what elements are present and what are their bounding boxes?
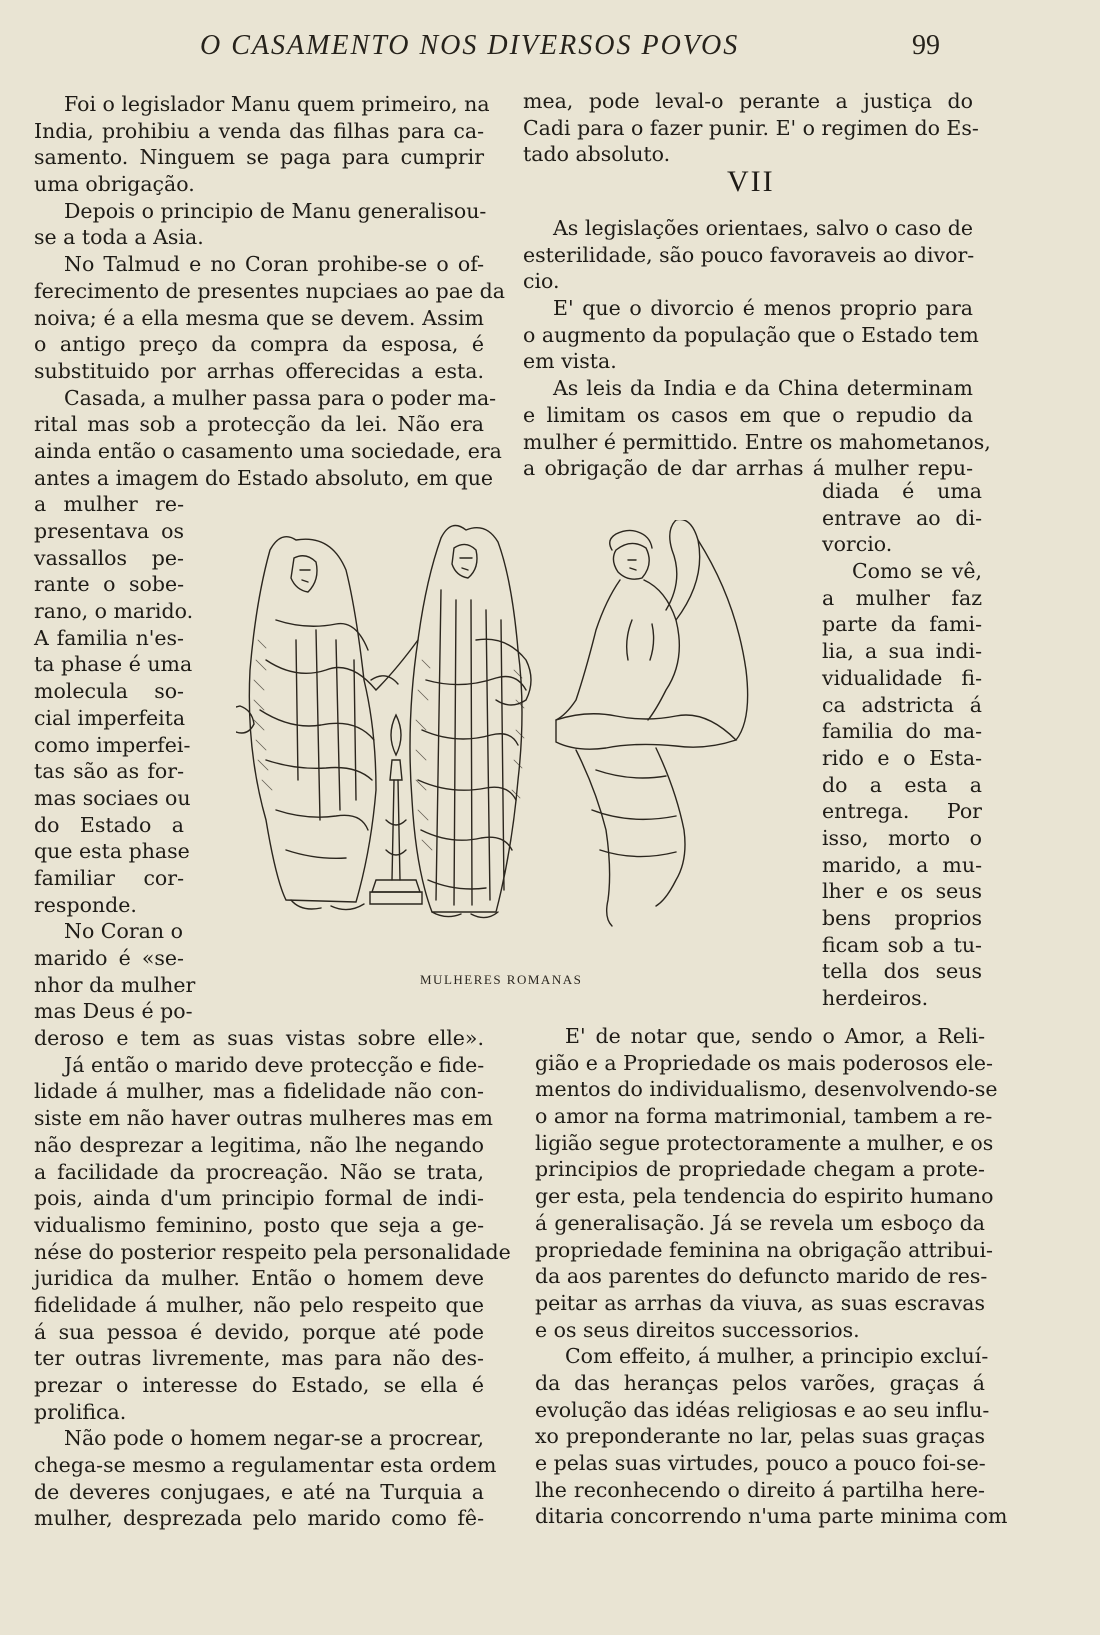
text-line: Depois o principio de Manu generalisou- — [64, 198, 487, 223]
text-line: antes a imagem do Estado absoluto, em que — [34, 465, 494, 490]
text-line: esterilidade, são pouco favoraveis ao divor- — [523, 242, 975, 267]
text-line: mas sociaes ou — [34, 785, 191, 810]
text-line: ta phase é uma — [34, 652, 193, 677]
text-line: mulher é permittido. Entre os mahometanos, — [523, 429, 991, 454]
text-line: a mulher re- — [34, 492, 184, 517]
text-line: a mulher faz — [822, 585, 982, 610]
text-line: samento. Ninguem se paga para cumprir — [34, 145, 484, 170]
text-line: rante o sobe- — [34, 572, 184, 597]
text-line: As legislações orientaes, salvo o caso de — [553, 216, 973, 240]
figure-matron — [236, 537, 398, 910]
text-line: substituido por arrhas offerecidas a esta. — [34, 358, 484, 383]
text-line: evolução das idéas religiosas e ao seu influ- — [535, 1397, 990, 1422]
text-line: da aos parentes do defuncto marido de res- — [535, 1264, 988, 1289]
text-line: marido, a mu- — [822, 852, 982, 877]
text-line: se a toda a Asia. — [34, 225, 204, 250]
text-line: rido e o Esta- — [822, 745, 982, 770]
text-line: á generalisação. Já se revela um esboço da — [535, 1210, 985, 1235]
text-line: marido é «se- — [34, 946, 184, 970]
text-line: vidualismo feminino, posto que seja a ge- — [34, 1212, 484, 1237]
text-line: molecula so- — [34, 679, 184, 704]
text-line: uma obrigação. — [34, 172, 195, 197]
text-line: mas Deus é po- — [34, 999, 193, 1024]
text-line: ainda então o casamento uma sociedade, era — [34, 438, 502, 463]
engraving-figure — [236, 520, 800, 960]
figure-caption: MULHERES ROMANAS — [420, 972, 583, 987]
figure-candelabrum — [370, 715, 422, 904]
text-line: do Estado a — [34, 812, 184, 837]
text-line: siste em não haver outras mulheres mas em — [34, 1106, 493, 1131]
text-line: deroso e tem as suas vistas sobre elle». — [34, 1026, 484, 1051]
text-line: xo preponderante no lar, pelas suas graças — [535, 1424, 985, 1449]
running-title: O CASAMENTO NOS DIVERSOS POVOS — [200, 30, 740, 61]
text-line: lidade á mulher, mas a fidelidade não con- — [34, 1079, 484, 1104]
text-line: lhe reconhecendo o direito á partilha here- — [535, 1477, 985, 1502]
text-line: tado absoluto. — [523, 142, 671, 167]
text-line: principios de propriedade chegam a prote- — [535, 1157, 985, 1182]
right-column-top — [523, 88, 979, 168]
text-line: do a esta a — [822, 772, 982, 797]
text-line: a facilidade da procreação. Não se trata, — [34, 1159, 484, 1184]
text-line: o antigo preço da compra da esposa, é — [34, 332, 484, 357]
text-line: que esta phase — [34, 839, 190, 864]
text-line: Não pode o homem negar-se a procrear, — [64, 1426, 484, 1451]
text-line: vidualidade fi- — [822, 665, 982, 690]
text-line: responde. — [34, 892, 137, 917]
text-line: ferecimento de presentes nupciaes ao pae da — [34, 278, 506, 303]
text-line: tas são as for- — [34, 759, 184, 784]
text-line: ger esta, pela tendencia do espirito humano — [535, 1184, 994, 1209]
text-line: entrega. Por — [822, 799, 982, 824]
text-line: A familia n'es- — [34, 625, 184, 650]
text-line: E' de notar que, sendo o Amor, a Reli- — [565, 1024, 985, 1048]
text-line: Já então o marido deve protecção e fide- — [64, 1052, 485, 1077]
text-line: em vista. — [523, 349, 617, 374]
text-line: ditaria concorrendo n'uma parte minima com — [535, 1504, 1008, 1529]
text-line: India, prohibiu a venda das filhas para ca- — [34, 118, 484, 143]
right-column-bottom — [535, 1023, 1008, 1530]
text-line: da das heranças pelos varões, graças á — [535, 1370, 985, 1395]
text-line: nése do posterior respeito pela personalidade — [34, 1239, 511, 1264]
text-line: mea, pode leval-o perante a justiça do — [523, 89, 973, 113]
text-line: juridica da mulher. Então o homem deve — [34, 1266, 484, 1291]
text-line: Foi o legislador Manu quem primeiro, na — [64, 92, 490, 116]
text-line: No Talmud e no Coran prohibe-se o of- — [64, 252, 484, 277]
text-line: No Coran o — [64, 919, 183, 944]
text-line: prezar o interesse do Estado, se ella é — [34, 1373, 484, 1397]
text-line: lia, a sua indi- — [822, 639, 982, 664]
text-line: propriedade feminina na obrigação attribui- — [535, 1237, 993, 1262]
right-column-narrow — [822, 478, 982, 1012]
text-line: presentava os — [34, 519, 184, 543]
text-line: herdeiros. — [822, 986, 929, 1011]
text-line: rital mas sob a protecção da lei. Não era — [34, 412, 484, 437]
text-line: o augmento da população que o Estado tem — [523, 322, 979, 347]
text-line: como imperfei- — [34, 732, 191, 757]
text-line: rano, o marido. — [34, 599, 194, 624]
text-line: Cadi para o fazer punir. E' o regimen do Es- — [523, 115, 979, 140]
text-line: não desprezar a legitima, não lhe negando — [34, 1132, 484, 1157]
text-line: familia do ma- — [822, 719, 982, 744]
page-number: 99 — [912, 30, 940, 61]
text-line: pois, ainda d'um principio formal de indi- — [34, 1186, 484, 1211]
text-line: tella dos seus — [822, 959, 982, 984]
text-line: vassallos pe- — [34, 545, 184, 570]
text-line: de deveres conjugaes, e até na Turquia a — [34, 1479, 484, 1504]
text-line: e limitam os casos em que o repudio da — [523, 402, 973, 427]
text-line: e os seus direitos successorios. — [535, 1317, 860, 1342]
section-heading: VII — [727, 165, 775, 198]
right-column-section — [523, 215, 991, 482]
text-line: mentos do individualismo, desenvolvendo-se — [535, 1077, 998, 1102]
text-line: vorcio. — [822, 532, 893, 557]
text-line: peitar as arrhas da viuva, as suas escravas — [535, 1290, 985, 1315]
text-line: parte da fami- — [822, 612, 982, 637]
figure-dancing-woman — [556, 520, 748, 926]
text-line: bens proprios — [822, 906, 982, 930]
text-line: ficam sob a tu- — [822, 932, 982, 957]
text-line: e pelas suas virtudes, pouco a pouco foi-se- — [535, 1451, 986, 1475]
text-line: diada é uma — [822, 479, 982, 503]
text-line: isso, morto o — [822, 825, 982, 850]
text-line: familiar cor- — [34, 865, 184, 890]
text-line: Casada, a mulher passa para o poder ma- — [64, 385, 497, 410]
text-line: Como se vê, — [852, 559, 982, 584]
text-line: noiva; é a ella mesma que se devem. Assim — [34, 305, 484, 330]
text-line: E' que o divorcio é menos proprio para — [553, 296, 973, 321]
text-line: nhor da mulher — [34, 972, 196, 997]
text-line: ca adstricta á — [822, 692, 982, 717]
text-line: gião e a Propriedade os mais poderosos ele- — [535, 1050, 993, 1075]
text-line: fidelidade á mulher, não pelo respeito que — [34, 1292, 484, 1317]
text-line: As leis da India e da China determinam — [553, 376, 973, 401]
text-line: mulher, desprezada pelo marido como fê- — [34, 1506, 484, 1531]
text-line: Com effeito, á mulher, a principio excluí- — [565, 1344, 989, 1369]
text-line: ter outras livremente, mas para não des- — [34, 1346, 484, 1371]
text-line: a obrigação de dar arrhas á mulher repu- — [523, 456, 973, 481]
text-line: lher e os seus — [822, 879, 982, 904]
text-line: ligião segue protectoramente a mulher, e os — [535, 1130, 994, 1155]
text-line: prolifica. — [34, 1399, 127, 1424]
text-line: o amor na forma matrimonial, tambem a re- — [535, 1104, 993, 1129]
text-line: cial imperfeita — [34, 705, 186, 730]
text-line: á sua pessoa é devido, porque até pode — [34, 1319, 484, 1344]
text-line: chega-se mesmo a regulamentar esta ordem — [34, 1453, 497, 1478]
text-line: cio. — [523, 269, 560, 294]
text-line: entrave ao di- — [822, 505, 982, 530]
